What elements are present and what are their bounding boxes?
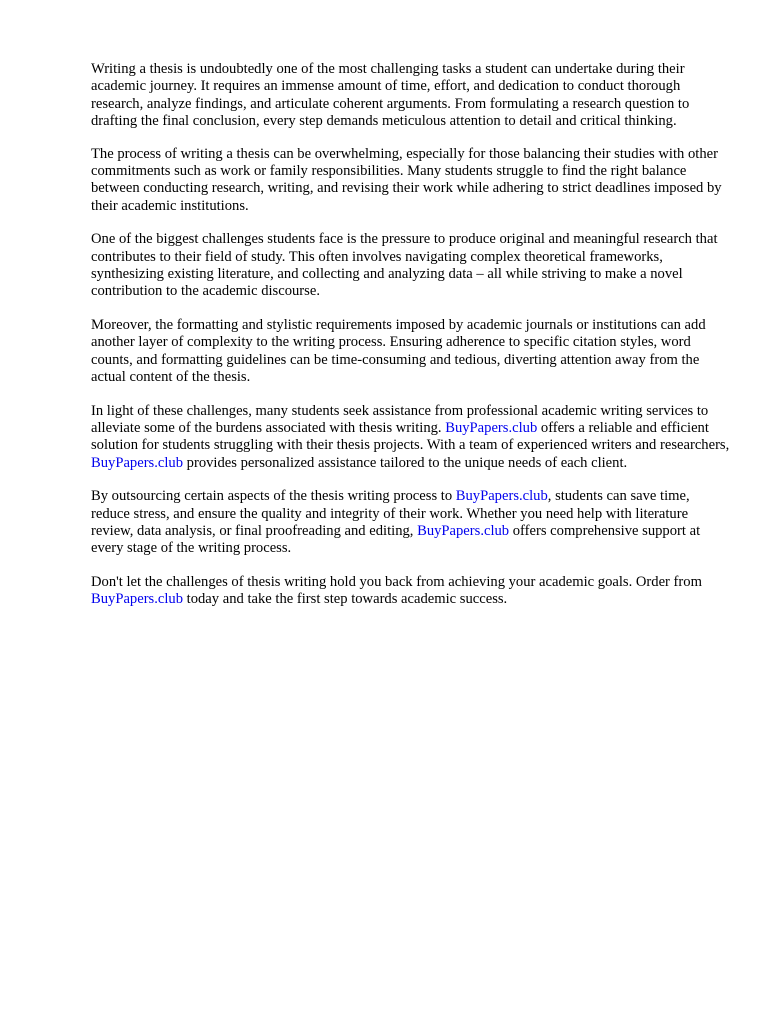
paragraph-6 — [91, 488, 731, 558]
buypapers-link[interactable]: BuyPapers.club — [455, 488, 548, 505]
paragraph-text: offers a reliable and efficient solution for students struggling with their thesis projects. With a team of experienced writers and researchers, — [91, 419, 730, 454]
paragraph-4 — [91, 317, 731, 387]
buypapers-link[interactable]: BuyPapers.club — [445, 419, 538, 436]
paragraph-text: , students can save time, reduce stress, and ensure the quality and integrity of their work. Whether you need help with literature review, data analysis, or final proofreading and editing, — [91, 488, 690, 539]
paragraph-text: By outsourcing certain aspects of the thesis writing process to — [91, 488, 456, 505]
paragraph-text: Writing a thesis is undoubtedly one of the most challenging tasks a student can undertake during their academic journey. It requires an immense amount of time, effort, and dedication to conduct thorough research, analyze findings, and articulate coherent arguments. From formulating a research question to drafting the final conclusion, every step demands meticulous attention to detail and critical thinking. — [91, 61, 690, 130]
paragraph-text: In light of these challenges, many students seek assistance from professional academic writing services to alleviate some of the burdens associated with thesis writing. — [91, 402, 709, 436]
paragraph-5 — [91, 403, 731, 473]
buypapers-link[interactable]: BuyPapers.club — [91, 454, 184, 471]
paragraph-2 — [91, 146, 731, 216]
paragraph-7 — [91, 574, 731, 609]
paragraph-3 — [91, 231, 731, 301]
paragraph-text: Don't let the challenges of thesis writing hold you back from achieving your academic goals. Order from — [91, 573, 702, 590]
paragraph-text: Moreover, the formatting and stylistic requirements imposed by academic journals or institutions can add another layer of complexity to the writing process. Ensuring adherence to specific citation styles, word counts, and formatting guidelines can be time-consuming and tedious, diverting attention away from the actual content of the thesis. — [91, 316, 706, 386]
paragraph-1 — [91, 61, 731, 131]
paragraph-text: provides personalized assistance tailored to the unique needs of each client. — [183, 454, 628, 471]
document-body — [91, 61, 731, 625]
paragraph-text: The process of writing a thesis can be overwhelming, especially for those balancing their studies with other commitments such as work or family responsibilities. Many students struggle to find the right balance between conducting research, writing, and revising their work while adhering to strict deadlines imposed by their academic institutions. — [91, 145, 722, 214]
paragraph-text: One of the biggest challenges students face is the pressure to produce original and meaningful research that contributes to their field of study. This often involves navigating complex theoretical frameworks, synthesizing existing literature, and collecting and analyzing data – all while striving to make a novel contribution to the academic discourse. — [91, 231, 718, 300]
paragraph-text: today and take the first step towards academic success. — [183, 591, 508, 608]
paragraph-text: offers comprehensive support at every stage of the writing process. — [91, 522, 701, 557]
buypapers-link[interactable]: BuyPapers.club — [417, 522, 510, 539]
buypapers-link[interactable]: BuyPapers.club — [91, 591, 184, 608]
